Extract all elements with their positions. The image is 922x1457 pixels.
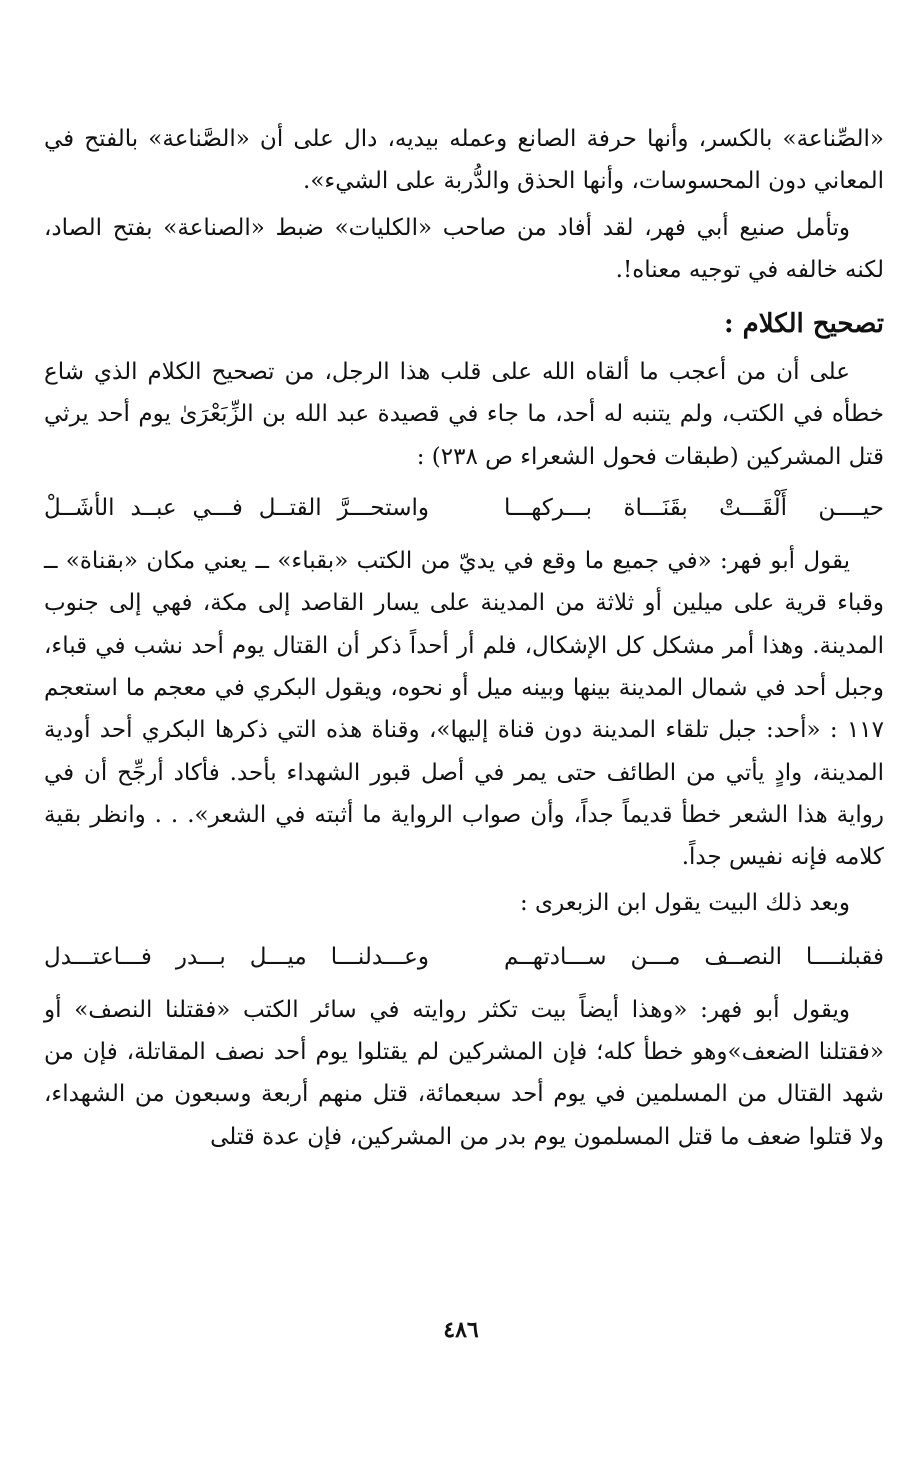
paragraph-abu-fihr-quote-2: ويقول أبو فهر: «وهذا أيضاً بيت تكثر روايته في سائر الكتب «فقتلنا النصف» أو «فقتلنا الضعف»وهو خطأ كله؛ فإن المشركين لم يقتلوا يوم أحد نصف المقاتلة، فإن من شهد القتال من المسلمين في يوم أحد سبعمائة، قتل منهم أربعة وسبعون من الشهداء، ولا قتلوا ضعف ما قتل المسلمون يوم بدر من المشركين، فإن عدة قتلى [44,996,884,1150]
verse-1-first-hemistich: حيــــن أَلْقَـــتْ بقَنَـــاة بـــركهـــا [504,495,884,522]
page-number: ٤٨٦ [443,1317,479,1343]
section-heading: تصحيح الكلام : [723,309,884,340]
poem-verse-1 [44,486,884,530]
verse-2-second-hemistich: وعـــدلنـــا ميـــل بـــدر فـــاعتـــدل [44,943,429,970]
verse-1-second-hemistich: واستحـــرَّ القتــل فـــي عبــد الأشَــلْ [44,495,429,522]
paragraph-abu-fihr-sinaa: وتأمل صنيع أبي فهر، لقد أفاد من صاحب «الكليات» ضبط «الصناعة» بفتح الصاد، لكنه خالفه في توجيه معناه!. [44,214,884,283]
page-body [44,118,884,1162]
verse-2-first-hemistich: فقبلنــــا النصــف مـــن ســـادتهــم [504,943,884,970]
poem-verse-2 [44,935,884,979]
paragraph-sinaa-definition: «الصِّناعة» بالكسر، وأنها حرفة الصانع وعمله بيديه، دال على أن «الصَّناعة» بالفتح في المعاني دون المحسوسات، وأنها الحذق والدُّربة على الشيء». [44,126,884,195]
paragraph-abu-fihr-quote-1: يقول أبو فهر: «في جميع ما وقع في يديّ من الكتب «بقباء» ــ يعني مكان «بقناة» ــ وقباء قرية على ميلين أو ثلاثة من المدينة على يسار القاصد إلى مكة، فهي إلى جنوب المدينة. وهذا أمر مشكل كل الإشكال، فلم أر أحداً ذكر أن القتال يوم أحد نشب في قباء، وجبل أحد في شمال المدينة بينها وبينه ميل أو نحوه، ويقول البكري في معجم ما استعجم ١١٧ : «أحد: جبل تلقاء المدينة دون قناة إليها»، وقناة هذه التي ذكرها البكري أحد أودية المدينة، وادٍ يأتي من الطائف حتى يمر في أصل قبور الشهداء بأحد. فأكاد أرجِّح أن في رواية هذا الشعر خطأ قديماً جداً، وأن صواب الرواية ما أثبته في الشعر». . . وانظر بقية كلامه فإنه نفيس جداً. [44,548,884,871]
paragraph-correction-intro: على أن من أعجب ما ألقاه الله على قلب هذا الرجل، من تصحيح الكلام الذي شاع خطأه في الكتب، ولم يتنبه له أحد، ما جاء في قصيدة عبد الله بن الزِّبَعْرَىٰ يوم أحد يرثي قتل المشركين (طبقات فحول الشعراء ص ٢٣٨) : [44,359,884,470]
paragraph-next-verse-intro: وبعد ذلك البيت يقول ابن الزبعرى : [520,890,850,917]
